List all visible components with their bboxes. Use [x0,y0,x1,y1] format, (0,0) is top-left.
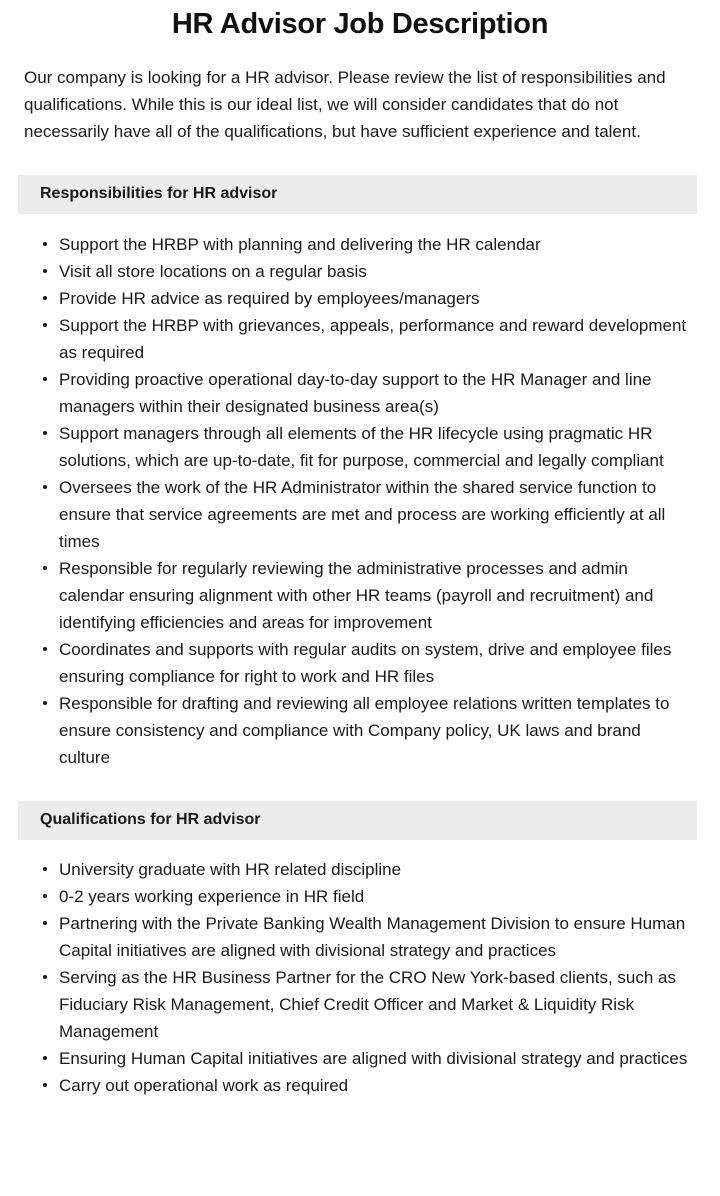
job-description-page [0,4,720,1099]
list-item: Visit all store locations on a regular basis [0,258,720,285]
list-item: Oversees the work of the HR Administrator within the shared service function to ensure that service agreements are met and process are working efficiently at all times [0,474,720,555]
list-item: Partnering with the Private Banking Wealth Management Division to ensure Human Capital initiatives are aligned with divisional strategy and practices [0,910,720,964]
list-item: Providing proactive operational day-to-day support to the HR Manager and line managers within their designated business area(s) [0,366,720,420]
list-item: Responsible for regularly reviewing the administrative processes and admin calendar ensuring alignment with other HR teams (payroll and recruitment) and identifying efficiencies and areas for improvement [0,555,720,636]
qualifications-section-header: Qualifications for HR advisor [18,801,697,840]
list-item: University graduate with HR related discipline [0,856,720,883]
qualifications-list-wrapper [0,856,720,1099]
list-item: Carry out operational work as required [0,1072,720,1099]
responsibilities-section-header: Responsibilities for HR advisor [18,175,697,214]
intro-paragraph: Our company is looking for a HR advisor. Please review the list of responsibilities and qualifications. While this is our ideal list, we will consider candidates that do not necessarily have all of the qualifications, but have sufficient experience and talent. [24,68,666,141]
qualifications-section [0,801,720,1099]
list-item: Responsible for drafting and reviewing all employee relations written templates to ensure consistency and compliance with Company policy, UK laws and brand culture [0,690,720,771]
page-title: HR Advisor Job Description [171,8,549,40]
list-item: Support the HRBP with planning and delivering the HR calendar [0,231,720,258]
list-item: Ensuring Human Capital initiatives are aligned with divisional strategy and practices [0,1045,720,1072]
list-item: Coordinates and supports with regular audits on system, drive and employee files ensuring compliance for right to work and HR files [0,636,720,690]
list-item: Support managers through all elements of the HR lifecycle using pragmatic HR solutions, which are up-to-date, fit for purpose, commercial and legally compliant [0,420,720,474]
list-item: 0-2 years working experience in HR field [0,883,720,910]
list-item: Provide HR advice as required by employees/managers [0,285,720,312]
responsibilities-list-wrapper [0,231,720,771]
list-item: Serving as the HR Business Partner for the CRO New York-based clients, such as Fiduciary Risk Management, Chief Credit Officer and Market & Liquidity Risk Management [0,964,720,1045]
qualifications-list [0,856,720,1099]
list-item: Support the HRBP with grievances, appeals, performance and reward development as required [0,312,720,366]
responsibilities-list [0,231,720,771]
responsibilities-section [0,175,720,771]
